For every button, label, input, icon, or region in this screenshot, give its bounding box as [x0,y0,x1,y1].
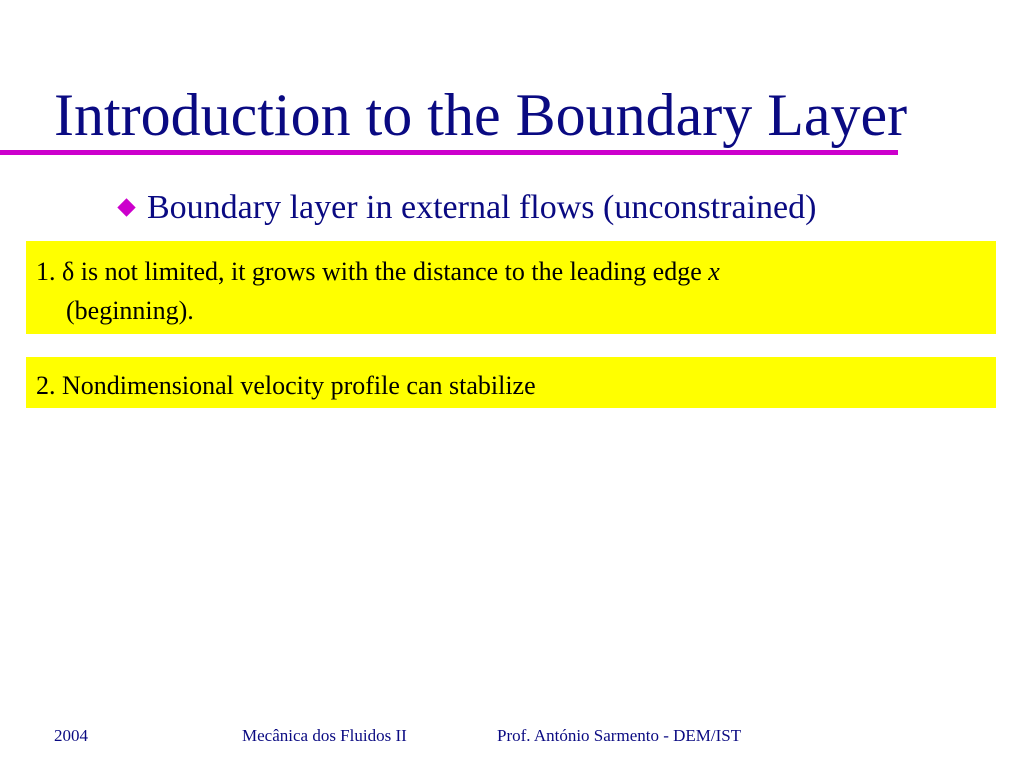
variable-x: x [708,257,720,286]
title-divider [0,150,898,155]
footer-author: Prof. António Sarmento - DEM/IST [497,726,742,745]
bullet-text: Boundary layer in external flows (unconstrained) [147,189,817,226]
box1-line1 [36,252,986,291]
diamond-bullet-icon [117,198,135,216]
delta-symbol: δ [62,257,75,286]
bullet-item [116,188,816,228]
box1-text: is not limited, it grows with the distance to the leading edge [74,257,709,286]
highlight-box-1 [26,241,996,334]
box1-line2: (beginning). [66,296,194,325]
box1-number: 1. [36,257,56,286]
box2-text: 2. Nondimensional velocity profile can stabilize [36,371,536,400]
slide-title: Introduction to the Boundary Layer [54,82,908,148]
footer-year: 2004 [54,726,88,745]
highlight-box-2 [26,357,996,408]
footer-course: Mecânica dos Fluidos II [242,726,407,745]
